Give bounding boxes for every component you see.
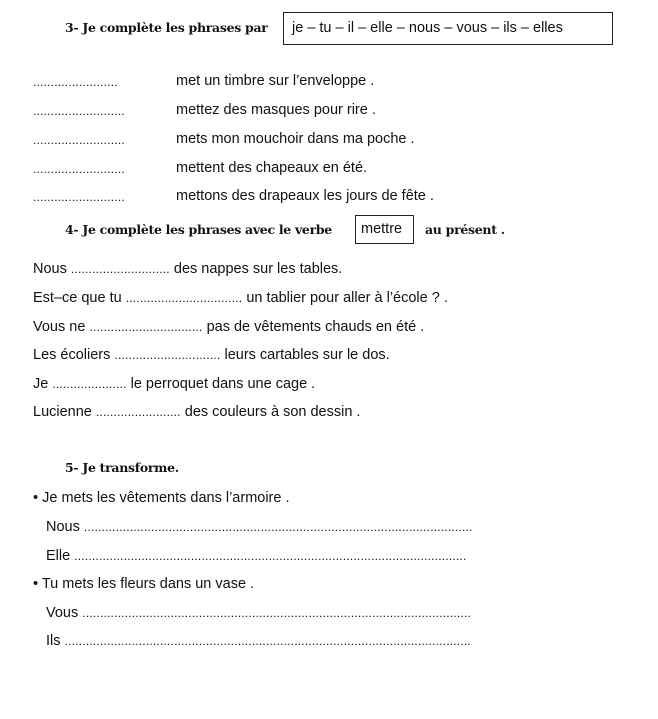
pronoun-list: je – tu – il – elle – nous – vous – ils – elles	[292, 20, 563, 36]
exercise-3-title: 3- Je complète les phrases par	[65, 20, 268, 35]
sentence-end: des couleurs à son dessin .	[184, 404, 361, 420]
answer-blank[interactable]: ..........................	[33, 104, 125, 118]
sentence-start: Nous	[33, 261, 67, 277]
exercise-4-title: 4- Je complète les phrases avec le verbe	[65, 222, 332, 237]
answer-blank[interactable]: ..........................	[33, 133, 125, 147]
subject-label: Nous	[46, 519, 80, 535]
sentence-text: met un timbre sur l’enveloppe .	[176, 73, 375, 89]
sentence-text: mettons des drapeaux les jours de fête .	[176, 188, 434, 204]
answer-blank[interactable]: ............................	[70, 262, 170, 276]
fill-sentence	[33, 289, 448, 307]
sentence-start: Lucienne	[33, 404, 92, 420]
answer-blank[interactable]: .....................	[52, 377, 127, 391]
answer-blank[interactable]: ..............................	[114, 348, 221, 362]
sentence-start: Je	[33, 376, 49, 392]
fill-sentence	[33, 260, 342, 278]
subject-label: Ils	[46, 633, 61, 649]
answer-blank[interactable]: .................................	[125, 291, 243, 305]
subject-label: Elle	[46, 548, 71, 564]
sentence-text: Je mets les vêtements dans l’armoire .	[42, 490, 290, 506]
sentence-text: mettent des chapeaux en été.	[176, 160, 368, 176]
fill-sentence	[33, 403, 360, 421]
sentence-start: Est–ce que tu	[33, 290, 122, 306]
verb-label: mettre	[361, 221, 403, 237]
fill-sentence	[33, 375, 315, 393]
transform-line	[46, 604, 471, 622]
answer-blank[interactable]: ..........................	[33, 190, 125, 204]
answer-blank[interactable]: ...................................................................................................................	[64, 634, 471, 648]
transform-line	[46, 547, 467, 565]
sentence-end: un tablier pour aller à l’école ? .	[246, 290, 448, 306]
bullet-icon: •	[33, 490, 39, 506]
answer-blank[interactable]: ...............................................................................................................	[74, 549, 467, 563]
sentence-start: Les écoliers	[33, 347, 111, 363]
sentence-end: pas de vêtements chauds en été .	[206, 319, 425, 335]
sentence-end: leurs cartables sur le dos.	[224, 347, 390, 363]
source-sentence	[33, 489, 290, 507]
exercise-5-title: 5- Je transforme.	[65, 460, 179, 475]
subject-label: Vous	[46, 605, 79, 621]
sentence-end: des nappes sur les tables.	[173, 261, 343, 277]
fill-sentence	[33, 346, 390, 364]
transform-line	[46, 518, 473, 536]
answer-blank[interactable]: ........................	[33, 75, 118, 89]
answer-blank[interactable]: ................................	[89, 320, 203, 334]
sentence-text: mettez des masques pour rire .	[176, 102, 376, 118]
sentence-text: mets mon mouchoir dans ma poche .	[176, 131, 415, 147]
answer-blank[interactable]: ..............................................................................................................	[82, 606, 472, 620]
sentence-text: Tu mets les fleurs dans un vase .	[41, 576, 255, 592]
sentence-start: Vous ne	[33, 319, 86, 335]
source-sentence	[33, 575, 254, 593]
transform-line	[46, 632, 471, 650]
answer-blank[interactable]: ..............................................................................................................	[83, 520, 473, 534]
fill-sentence	[33, 318, 424, 336]
sentence-end: le perroquet dans une cage .	[130, 376, 316, 392]
answer-blank[interactable]: ..........................	[33, 162, 125, 176]
bullet-icon: •	[33, 576, 39, 592]
exercise-4-title-end: au présent .	[425, 222, 505, 237]
answer-blank[interactable]: ........................	[95, 405, 181, 419]
